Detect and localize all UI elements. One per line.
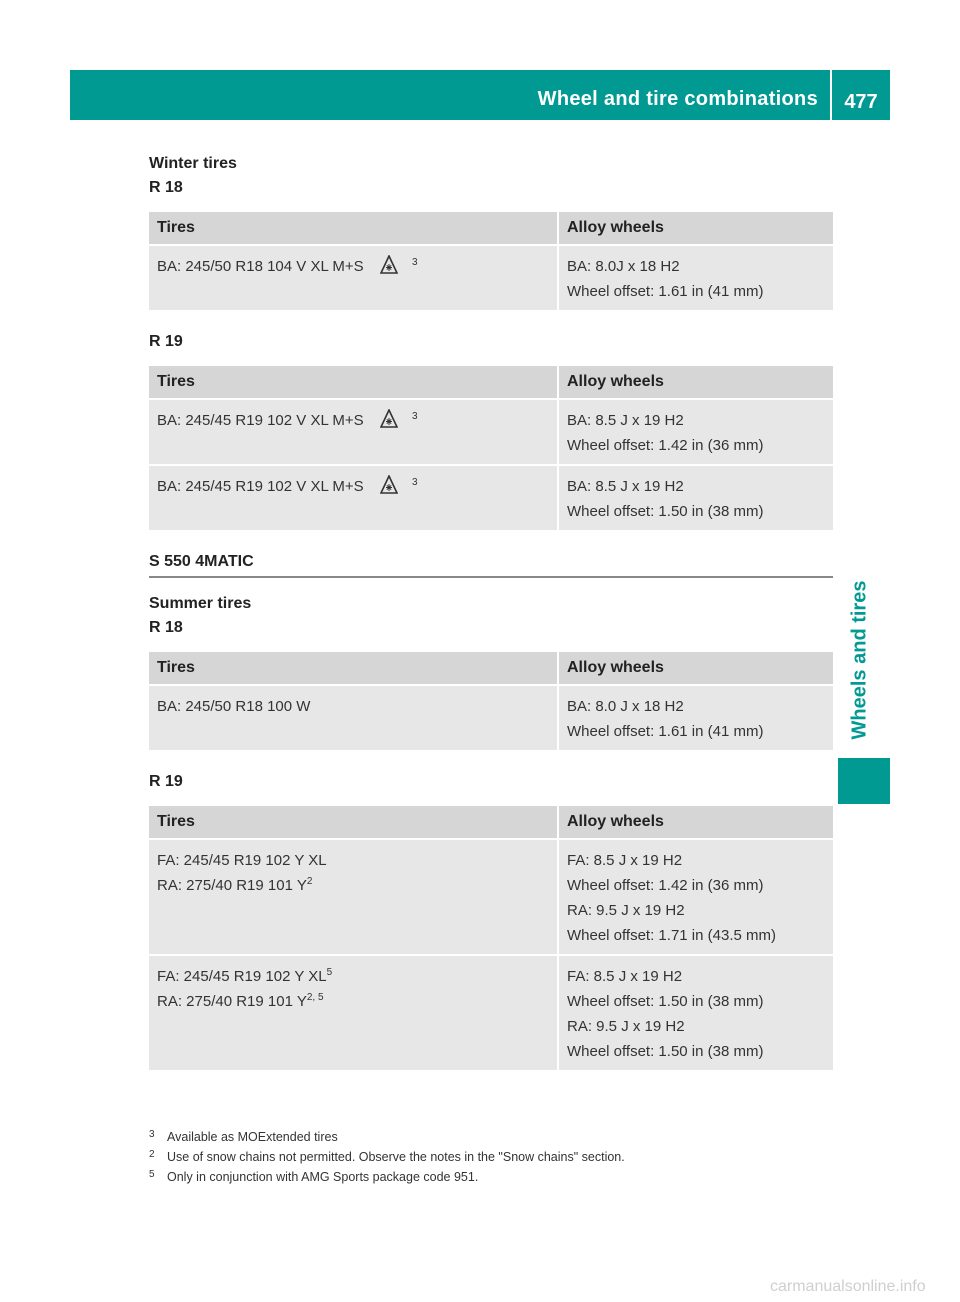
- column-header-alloy-wheels: Alloy wheels: [559, 806, 833, 838]
- wheel-spec: FA: 8.5 J x 19 H2: [567, 852, 683, 869]
- winter-r19-table: [149, 364, 833, 532]
- tire-spec: BA: 245/50 R18 104 V XL M+S: [157, 258, 364, 275]
- column-header-tires: Tires: [149, 652, 559, 684]
- tire-spec: BA: 245/45 R19 102 V XL M+S: [157, 478, 364, 495]
- wheel-spec: RA: 9.5 J x 19 H2: [567, 1018, 685, 1035]
- table-row: [149, 956, 833, 1070]
- footnote-number: 5: [149, 1169, 155, 1180]
- table-row: [149, 466, 833, 530]
- footnote-ref: 3: [412, 257, 418, 268]
- column-header-tires: Tires: [149, 806, 559, 838]
- s550-4matic-heading: S 550 4MATIC: [149, 550, 833, 578]
- wheel-offset: Wheel offset: 1.50 in (38 mm): [567, 503, 764, 520]
- wheel-offset: Wheel offset: 1.50 in (38 mm): [567, 993, 764, 1010]
- rear-tire-spec: RA: 275/40 R19 101 Y: [157, 993, 307, 1010]
- column-header-alloy-wheels: Alloy wheels: [559, 366, 833, 398]
- footnote-ref: 3: [412, 411, 418, 422]
- wheel-offset: Wheel offset: 1.50 in (38 mm): [567, 1043, 764, 1060]
- side-tab: [845, 560, 875, 760]
- side-tab-marker: [838, 758, 890, 804]
- summer-r19-table: [149, 804, 833, 1072]
- watermark: carmanualsonline.info: [770, 1278, 926, 1295]
- footnotes: [149, 1127, 625, 1187]
- wheel-spec: FA: 8.5 J x 19 H2: [567, 968, 683, 985]
- footnote: [149, 1127, 625, 1147]
- side-tab-label: Wheels and tires: [848, 580, 871, 740]
- page-content: [149, 152, 833, 1072]
- footnote-text: Only in conjunction with AMG Sports package code 951.: [167, 1170, 479, 1184]
- wheel-offset: Wheel offset: 1.71 in (43.5 mm): [567, 927, 776, 944]
- summer-r18-table: [149, 650, 833, 752]
- snowflake-mountain-icon: [380, 409, 398, 429]
- rear-tire-spec: RA: 275/40 R19 101 Y: [157, 877, 307, 894]
- winter-r18-table: [149, 210, 833, 312]
- footnote-number: 3: [149, 1129, 155, 1140]
- wheel-offset: Wheel offset: 1.61 in (41 mm): [567, 283, 764, 300]
- column-header-alloy-wheels: Alloy wheels: [559, 212, 833, 244]
- wheel-spec: BA: 8.5 J x 19 H2: [567, 412, 684, 429]
- snowflake-mountain-icon: [380, 475, 398, 495]
- winter-r18-label: R 18: [149, 179, 183, 196]
- wheel-spec: BA: 8.0J x 18 H2: [567, 258, 680, 275]
- wheel-spec: BA: 8.0 J x 18 H2: [567, 698, 684, 715]
- footnote-ref: 5: [326, 967, 333, 978]
- table-row: [149, 686, 833, 750]
- front-tire-spec: FA: 245/45 R19 102 Y XL: [157, 852, 327, 869]
- page-number: 477: [832, 70, 890, 120]
- wheel-spec: RA: 9.5 J x 19 H2: [567, 902, 685, 919]
- header-bar: [70, 70, 830, 120]
- page-header-title: Wheel and tire combinations: [537, 88, 818, 110]
- column-header-tires: Tires: [149, 366, 559, 398]
- wheel-spec: BA: 8.5 J x 19 H2: [567, 478, 684, 495]
- footnote-ref: 2: [306, 876, 313, 887]
- tire-spec: BA: 245/50 R18 100 W: [157, 698, 311, 715]
- wheel-offset: Wheel offset: 1.42 in (36 mm): [567, 437, 764, 454]
- table-row: [149, 840, 833, 954]
- footnote-text: Use of snow chains not permitted. Observe the notes in the "Snow chains" section.: [167, 1150, 625, 1164]
- winter-r19-label: R 19: [149, 333, 183, 350]
- winter-tires-heading: Winter tires: [149, 155, 237, 172]
- footnote-text: Available as MOExtended tires: [167, 1130, 338, 1144]
- front-tire-spec: FA: 245/45 R19 102 Y XL: [157, 968, 327, 985]
- summer-r19-label: R 19: [149, 773, 183, 790]
- tire-spec: BA: 245/45 R19 102 V XL M+S: [157, 412, 364, 429]
- table-row: [149, 246, 833, 310]
- footnote-number: 2: [149, 1149, 155, 1160]
- footnote: [149, 1167, 625, 1187]
- footnote: [149, 1147, 625, 1167]
- wheel-offset: Wheel offset: 1.42 in (36 mm): [567, 877, 764, 894]
- summer-r18-label: R 18: [149, 619, 183, 636]
- footnote-ref: 2, 5: [306, 992, 324, 1003]
- column-header-alloy-wheels: Alloy wheels: [559, 652, 833, 684]
- column-header-tires: Tires: [149, 212, 559, 244]
- table-row: [149, 400, 833, 464]
- wheel-offset: Wheel offset: 1.61 in (41 mm): [567, 723, 764, 740]
- footnote-ref: 3: [412, 477, 418, 488]
- snowflake-mountain-icon: [380, 255, 398, 275]
- summer-tires-heading: Summer tires: [149, 595, 252, 612]
